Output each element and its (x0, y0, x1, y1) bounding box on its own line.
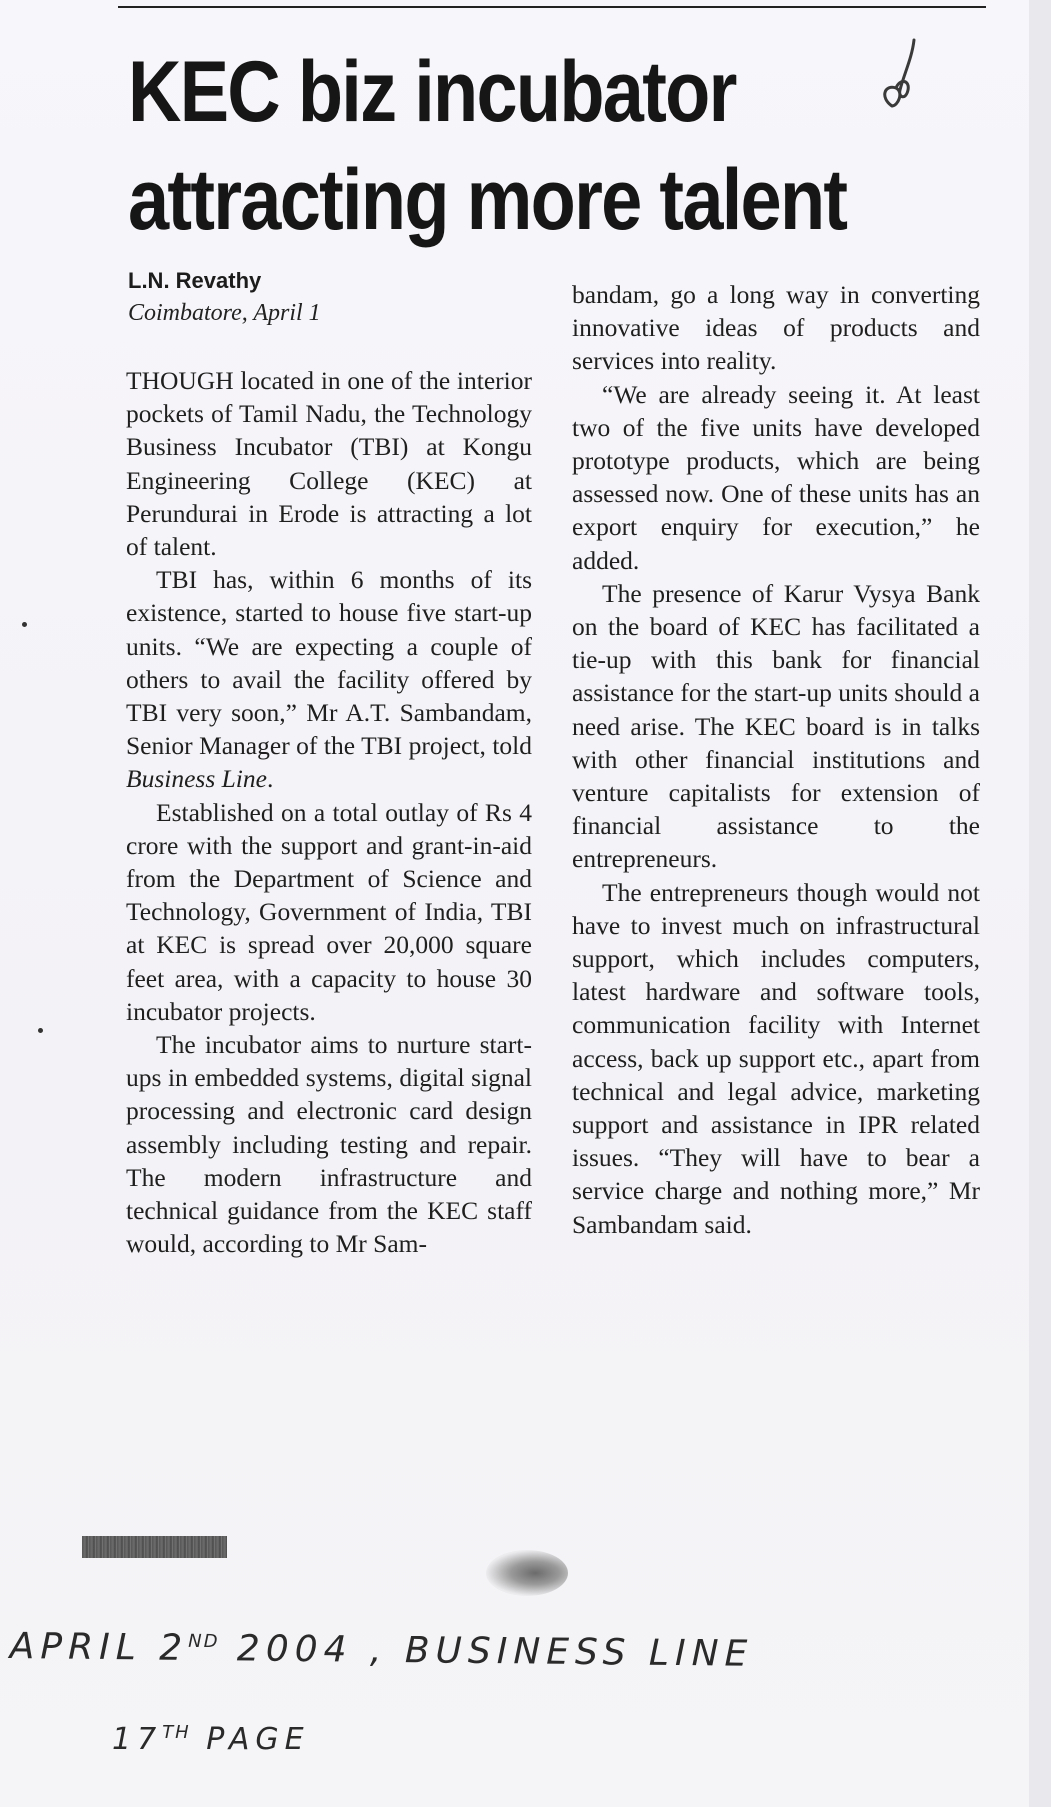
paragraph-text: TBI has, within 6 months of its existence, started to house five start-up units. “We are expecting a couple of others to avail the facility offered by TBI very soon,” Mr A.T. Sambandam, Senior Manager of the TBI project, told (126, 565, 532, 761)
handwritten-publication: 2004 , BUSINESS LINE (219, 1628, 754, 1675)
paragraph: “We are already seeing it. At least two of the five units have developed prototype products, which are being assessed now. One of these units has an export enquiry for execution,” he added. (572, 379, 980, 575)
scan-speck (38, 1028, 43, 1033)
handwritten-source-note (10, 1626, 754, 1675)
handwritten-superscript: ND (188, 1630, 220, 1653)
dateline: Coimbatore, April 1 (128, 300, 321, 326)
scan-edge (1029, 0, 1051, 1807)
paragraph: bandam, go a long way in converting innovative ideas of products and services into reality. (572, 280, 980, 376)
byline: L.N. Revathy (128, 268, 262, 293)
handwritten-date: APRIL 2 (9, 1626, 189, 1669)
handwritten-initials-icon (870, 28, 930, 118)
handwritten-page-label: PAGE (190, 1722, 310, 1757)
paragraph: The presence of Karur Vysya Bank on the board of KEC has facilitated a tie-up with this bank for financial assistance for the start-up units should a need arise. The KEC board is in talks with other financial institutions and venture capitalists for extension of financial assistance to the entrepreneurs. (572, 578, 980, 874)
right-column (572, 278, 980, 1241)
ink-smudge (486, 1550, 568, 1596)
handwritten-page-note (112, 1722, 310, 1757)
scan-speck (22, 622, 27, 627)
paragraph: Established on a total outlay of Rs 4 crore with the support and grant-in-aid from the Department of Science and Technology, Government of India, TBI at KEC is spread over 20,000 square feet area, with a capacity to house 30 incubator projects. (126, 797, 532, 1026)
headline-line-1: KEC biz incubator (128, 44, 736, 140)
handwritten-superscript: TH (162, 1722, 191, 1743)
headline-line-2: attracting more talent (128, 152, 847, 248)
paragraph (126, 563, 532, 795)
headline (128, 38, 850, 254)
top-rule (118, 6, 986, 8)
publication-name: Business Line (126, 764, 267, 794)
paragraph: The incubator aims to nurture start-ups in embedded systems, digital signal processing and electronic card design assembly including testing and repair. The modern infrastructure and technical guidance from the KEC staff would, according to Mr Sam- (126, 1030, 532, 1259)
paragraph: The entrepreneurs though would not have to invest much on infrastructural support, which includes computers, latest hardware and software tools, communication facility with Internet access, back up support etc., apart from technical and legal advice, marketing support and assistance in IPR related issues. “They will have to bear a service charge and nothing more,” Mr Sambandam said. (572, 877, 980, 1239)
handwritten-page-number: 17 (112, 1722, 163, 1757)
paragraph-end: . (266, 764, 274, 794)
paragraph: THOUGH located in one of the interior pockets of Tamil Nadu, the Technology Business Incubator (TBI) at Kongu Engineering College (KEC) at Perundurai in Erode is attracting a lot of talent. (126, 366, 532, 562)
left-column (126, 364, 532, 1260)
end-marker-bar (82, 1536, 227, 1558)
